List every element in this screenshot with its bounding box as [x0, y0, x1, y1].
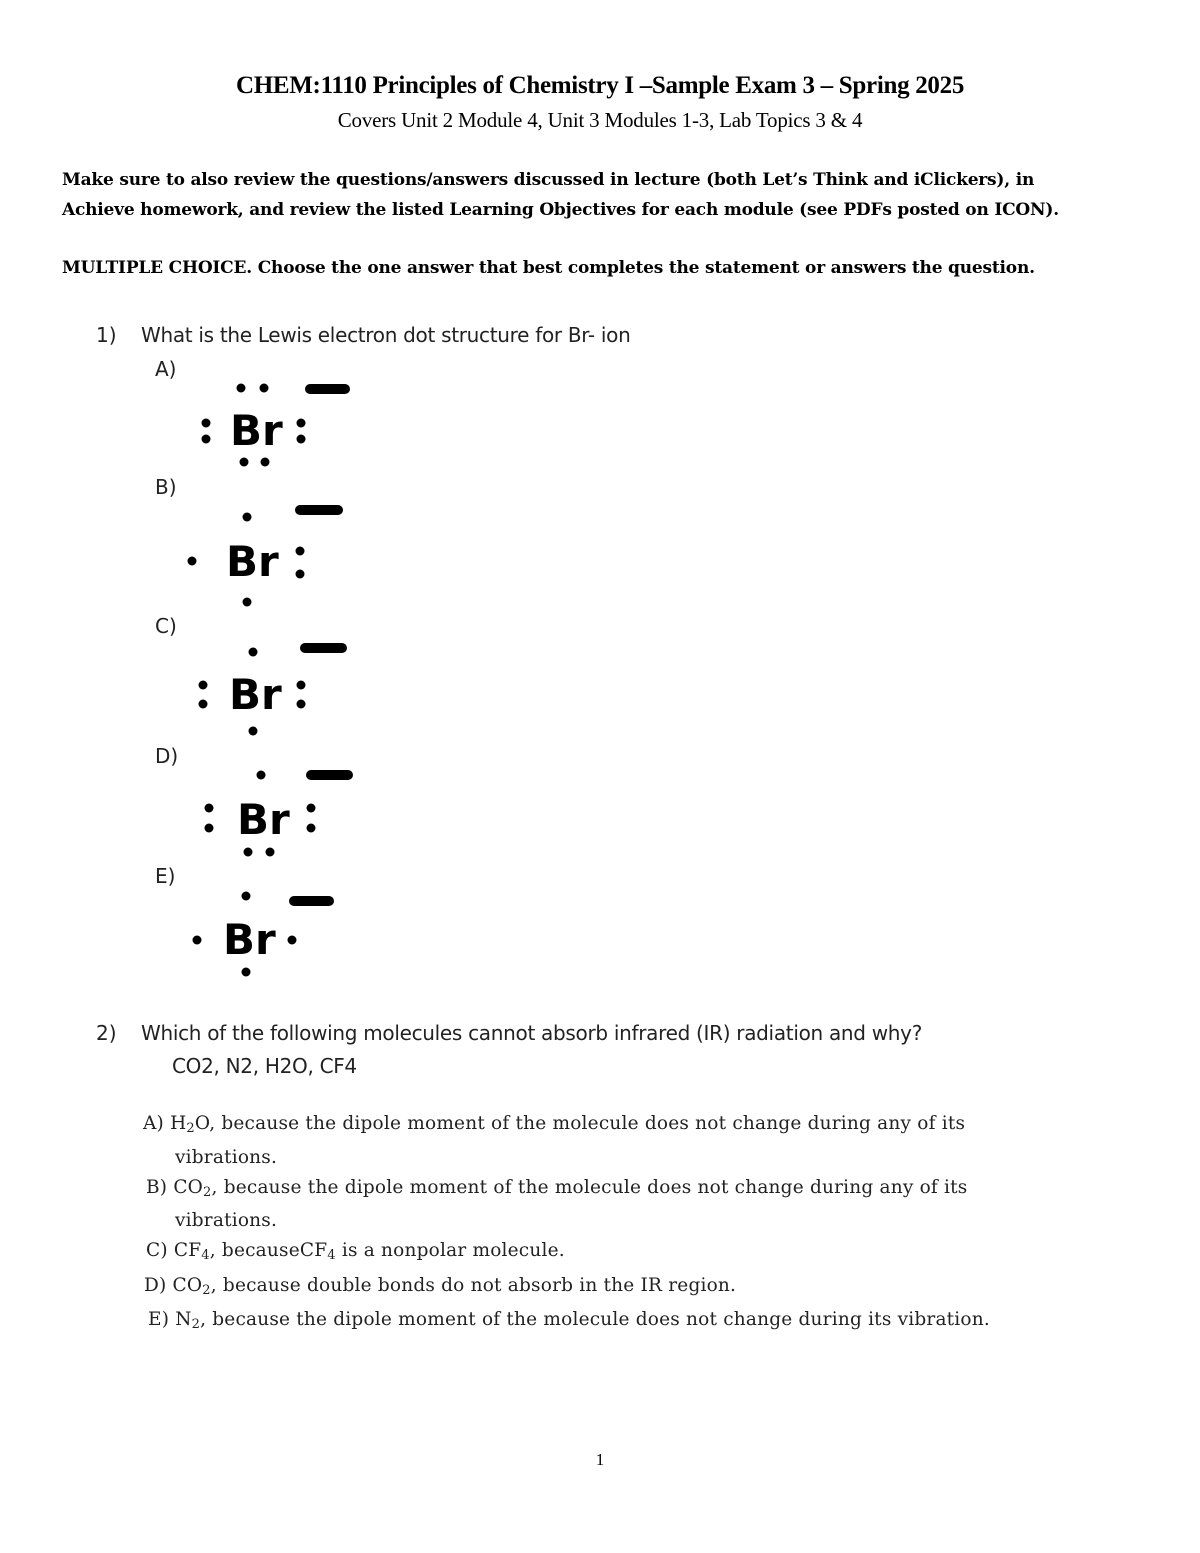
electron-dot [205, 804, 214, 813]
page-number: 1 [595, 1450, 605, 1469]
electron-dot [243, 513, 252, 522]
electron-dot [296, 547, 305, 556]
q1-option-a-label: A) [155, 357, 177, 381]
electron-dot [307, 804, 316, 813]
answer-label: D) [144, 1275, 167, 1296]
electron-dot [297, 681, 306, 690]
electron-dot [266, 848, 275, 857]
electron-dot [249, 648, 258, 657]
bromine-symbol: Br [237, 795, 290, 844]
electron-dot [199, 700, 208, 709]
electron-dot [297, 419, 306, 428]
negative-charge-sign [289, 896, 334, 906]
bromine-symbol: Br [226, 537, 279, 586]
q2-answer-b: B) $CO_2$, because the dipole moment of the molecule does not change during any of its [146, 1177, 968, 1200]
answer-label: B) [146, 1177, 168, 1198]
exam-title: CHEM:1110 Principles of Chemistry I –Sample Exam 3 – Spring 2025 [235, 72, 965, 99]
negative-charge-sign [295, 505, 343, 515]
lewis-structure-option-b [180, 498, 360, 610]
question-2-molecules: CO2, N2, H2O, CF4 [172, 1054, 357, 1078]
electron-dot [202, 419, 211, 428]
electron-dot [242, 968, 251, 977]
electron-dot [243, 598, 252, 607]
q1-option-b-label: B) [155, 475, 177, 499]
question-1-number: 1) [96, 323, 117, 347]
lewis-structure-option-a [190, 375, 360, 475]
electron-dot [237, 384, 246, 393]
lewis-structure-option-c [188, 637, 358, 743]
bromine-symbol: Br [223, 915, 276, 964]
electron-dot [296, 570, 305, 579]
electron-dot [199, 681, 208, 690]
question-2-number: 2) [96, 1021, 117, 1045]
bromine-symbol: Br [229, 670, 282, 719]
q1-option-e-label: E) [155, 864, 176, 888]
q2-answer-e: E) $N_2$, because the dipole moment of the molecule does not change during its vibration. [148, 1309, 990, 1332]
lewis-structure-option-d [196, 762, 361, 862]
q2-answer-d: D) $CO_2$, because double bonds do not absorb in the IR region. [144, 1275, 737, 1298]
negative-charge-sign [300, 643, 347, 653]
negative-charge-sign [305, 384, 350, 394]
electron-dot [261, 458, 270, 467]
electron-dot [244, 848, 253, 857]
q1-option-c-label: C) [155, 614, 177, 638]
q2-answer-c: C) $CF_4$, becauseCF$_4$ is a nonpolar molecule. [146, 1240, 565, 1263]
review-instructions-line-1: Make sure to also review the questions/answers discussed in lecture (both Let’s Think and iClickers), in [62, 170, 1035, 190]
question-1-text: What is the Lewis electron dot structure for Br- ion [141, 323, 631, 347]
bromine-symbol: Br [230, 406, 283, 455]
multiple-choice-instructions: MULTIPLE CHOICE. Choose the one answer that best completes the statement or answers the question. [62, 258, 1035, 278]
electron-dot [193, 936, 202, 945]
question-2-text: Which of the following molecules cannot absorb infrared (IR) radiation and why? [141, 1021, 923, 1045]
negative-charge-sign [306, 770, 353, 780]
electron-dot [202, 435, 211, 444]
lewis-structure-option-e [180, 882, 340, 982]
electron-dot [205, 824, 214, 833]
electron-dot [242, 892, 251, 901]
answer-label: A) [143, 1113, 164, 1134]
electron-dot [288, 936, 297, 945]
q2-answer-a: A) $H_2O$, because the dipole moment of the molecule does not change during any of its [143, 1113, 966, 1136]
electron-dot [249, 727, 258, 736]
q2-answer-a-continuation: vibrations. [175, 1147, 278, 1168]
electron-dot [297, 435, 306, 444]
electron-dot [257, 771, 266, 780]
review-instructions-line-2: Achieve homework, and review the listed Learning Objectives for each module (see PDFs posted on ICON). [62, 200, 1059, 220]
electron-dot [240, 458, 249, 467]
answer-label: C) [146, 1240, 168, 1261]
q1-option-d-label: D) [155, 744, 179, 768]
exam-subtitle: Covers Unit 2 Module 4, Unit 3 Modules 1-3, Lab Topics 3 & 4 [337, 108, 863, 132]
electron-dot [188, 557, 197, 566]
electron-dot [307, 824, 316, 833]
electron-dot [260, 384, 269, 393]
electron-dot [297, 700, 306, 709]
q2-answer-b-continuation: vibrations. [175, 1210, 278, 1231]
answer-label: E) [148, 1309, 170, 1330]
